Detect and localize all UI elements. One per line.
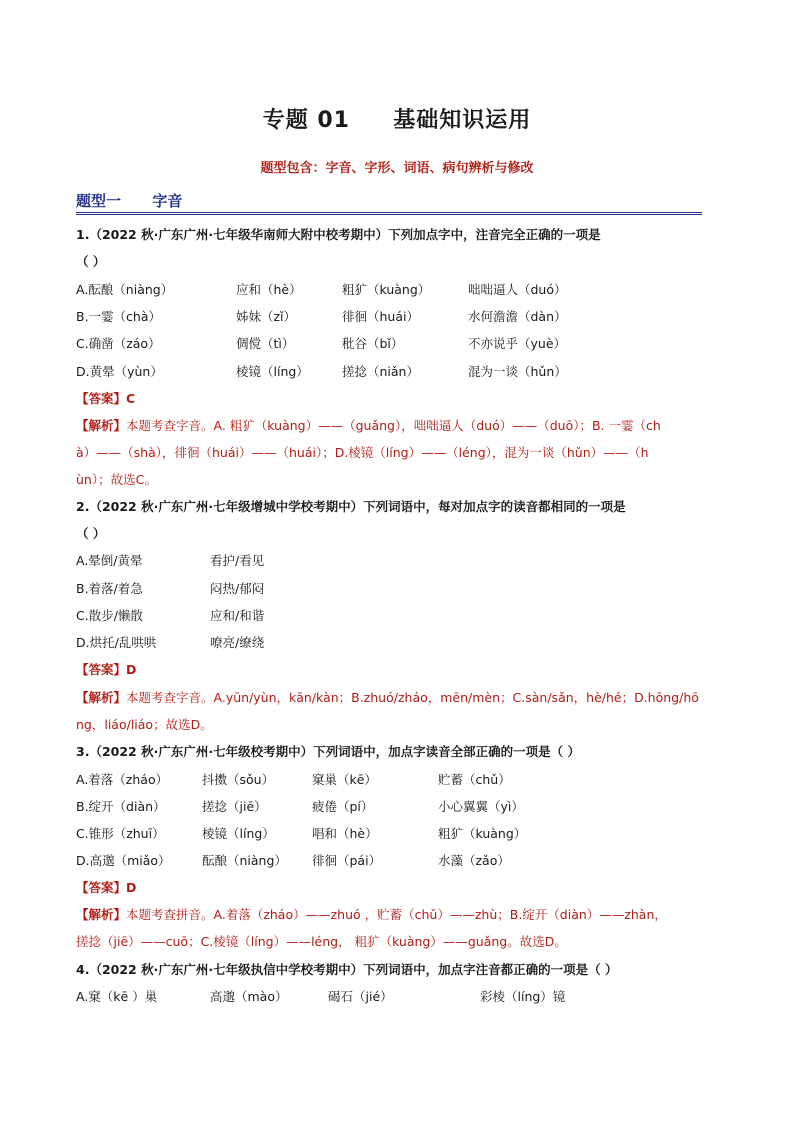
analysis-text: 本题考查字音。A. 粗犷（kuàng）——（guǎng），咄咄逼人（duó）——（duō）；B. 一霎（ch [126,418,661,433]
answer-value: D [126,662,137,677]
question-1-blank: （ ） [76,254,106,269]
question-3-analysis-line-1 [76,906,716,924]
analysis-tag: 【解析】 [76,907,127,922]
answer-tag: 【答案】 [76,391,127,406]
option-a-item-3: 粗犷（kuàng） [342,282,431,297]
option-a-item-1: A.窠（kē ）巢 [76,989,158,1004]
option-c-item-1: C.散步/懒散 [76,608,143,623]
option-c-item-4: 不亦说乎（yuè） [468,336,567,351]
option-d-item-1: D.高邈（miǎo） [76,853,171,868]
section-label: 题型一 字音 [76,192,183,210]
option-c-item-3: 唱和（hè） [312,826,378,841]
answer-value: C [126,391,136,406]
option-b-item-1: B.一霎（chà） [76,309,162,324]
option-c-item-2: 倜傥（tì） [236,336,295,351]
option-d-item-3: 徘徊（pái） [312,853,382,868]
analysis-tag: 【解析】 [76,418,127,433]
option-c-item-2: 应和/和谐 [210,608,265,623]
option-d-item-2: 嘹亮/缭绕 [210,635,265,650]
question-2-answer [76,661,716,679]
option-d-item-4: 水藻（zǎo） [438,853,510,868]
question-1-analysis-line-3: ùn）；故选C。 [76,472,157,487]
option-d-item-1: D.黄晕（yùn） [76,364,163,379]
question-1-answer [76,390,716,408]
option-d-item-4: 混为一谈（hǔn） [468,364,567,379]
question-3-stem: 3.（2022 秋·广东广州·七年级校考期中）下列词语中，加点字读音全部正确的一项是（ ） [76,744,580,759]
question-2-analysis-line-1 [76,689,716,707]
question-2-blank: （ ） [76,526,106,541]
option-a-item-3: 碣石（jié） [328,989,393,1004]
option-b-item-2: 闷热/郁闷 [210,581,265,596]
option-c-item-4: 粗犷（kuàng） [438,826,527,841]
option-a-item-2: 应和（hè） [236,282,302,297]
option-a-item-4: 贮蓄（chǔ） [438,772,511,787]
option-d-item-3: 搓捻（niǎn） [342,364,419,379]
analysis-text: 本题考查拼音。A.着落（zháo）——zhuó ，贮蓄（chǔ）——zhù；B.绽开（diàn）——zhàn， [126,907,667,922]
option-a-item-1: A.晕倒/黄晕 [76,553,143,568]
option-d-item-2: 酝酿（niàng） [202,853,287,868]
question-1-analysis-line-1 [76,417,716,435]
analysis-text: 本题考查字音。A.yūn/yùn，kān/kàn；B.zhuó/zháo，mēn/mèn；C.sàn/sǎn，hè/hé；D.hōng/hō [126,690,699,705]
question-3-analysis-line-2: 搓捻（jiē）——cuō；C.棱镜（líng）——léng， 粗犷（kuàng）——guǎng。故选D。 [76,934,567,949]
question-2-analysis-line-2: ng，liáo/liáo；故选D。 [76,717,213,732]
option-a-item-2: 抖擞（sǒu） [202,772,275,787]
answer-value: D [126,880,137,895]
option-a-item-4: 彩棱（líng）镜 [480,989,566,1004]
page-subtitle: 题型包含：字音、字形、词语、病句辨析与修改 [260,161,534,176]
analysis-tag: 【解析】 [76,690,127,705]
answer-tag: 【答案】 [76,880,127,895]
option-a-item-1: A.酝酿（niàng） [76,282,174,297]
option-c-item-1: C.确凿（záo） [76,336,161,351]
question-2-stem: 2.（2022 秋·广东广州·七年级增城中学校考期中）下列词语中，每对加点字的读音都相同的一项是 [76,499,626,514]
question-1-analysis-line-2: à）——（shà），徘徊（huái）——（huái）；D.棱镜（líng）——（léng），混为一谈（hǔn）——（h [76,445,649,460]
question-3-answer [76,879,716,897]
option-b-item-3: 徘徊（huái） [342,309,419,324]
question-4-stem: 4.（2022 秋·广东广州·七年级执信中学校考期中）下列词语中，加点字注音都正确的一项是（ ） [76,962,618,977]
option-c-item-3: 秕谷（bǐ） [342,336,404,351]
answer-tag: 【答案】 [76,662,127,677]
option-a-item-2: 看护/看见 [210,553,265,568]
option-b-item-2: 搓捻（jiē） [202,799,267,814]
section-heading [76,190,702,215]
page-title: 专题 01 基础知识运用 [262,108,532,133]
option-a-item-3: 窠巢（kē） [312,772,377,787]
question-1-stem: 1.（2022 秋·广东广州·七年级华南师大附中校考期中）下列加点字中，注音完全正确的一项是 [76,227,601,242]
option-c-item-2: 棱镜（líng） [202,826,275,841]
option-b-item-2: 姊妹（zǐ） [236,309,297,324]
option-d-item-2: 棱镜（líng） [236,364,309,379]
option-c-item-1: C.锥形（zhuī） [76,826,165,841]
option-b-item-1: B.绽开（diàn） [76,799,166,814]
option-a-item-4: 咄咄逼人（duó） [468,282,567,297]
option-b-item-4: 水何澹澹（dàn） [468,309,567,324]
option-d-item-1: D.烘托/乱哄哄 [76,635,157,650]
option-a-item-1: A.着落（zháo） [76,772,169,787]
option-b-item-3: 疲倦（pí） [312,799,374,814]
option-b-item-4: 小心翼翼（yì） [438,799,524,814]
option-a-item-2: 高邈（mào） [210,989,288,1004]
option-b-item-1: B.着落/着急 [76,581,143,596]
